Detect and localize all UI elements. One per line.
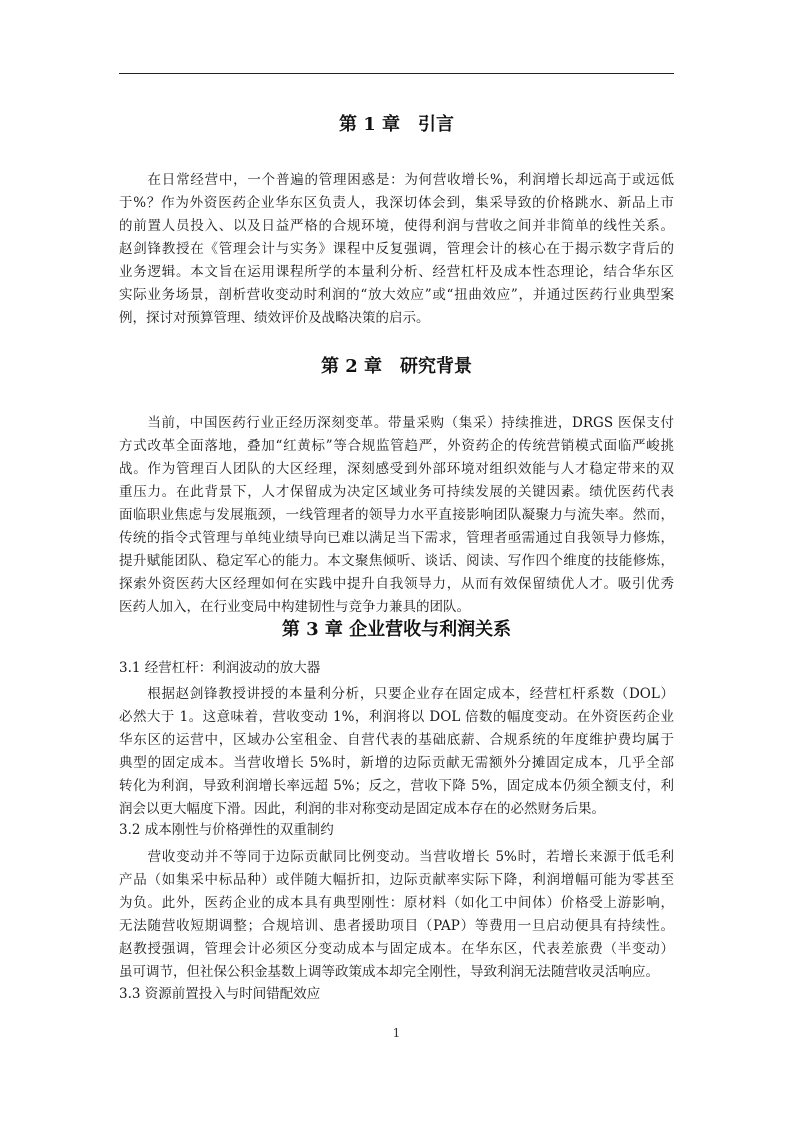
text-line: 例，探讨对预算管理、绩效评价及战略决策的启示。 bbox=[119, 310, 430, 326]
chapter-1-title: 第 1 章 引言 bbox=[338, 114, 455, 135]
text-line: 润会以更大幅度下滑。因此，利润的非对称变动是固定成本存在的必然财务后果。 bbox=[119, 801, 605, 817]
text-line: 在日常经营中，一个普遍的管理困惑是：为何营收增长%，利润增长却远高于或远低 bbox=[119, 172, 674, 188]
text-line: 根据赵剑锋教授讲授的本量利分析，只要企业存在固定成本，经营杠杆系数（DOL） bbox=[119, 686, 674, 702]
section-3-2-heading: 3.2 成本刚性与价格弹性的双重制约 bbox=[119, 822, 334, 838]
text-line: 的前置人员投入、以及日益严格的合规环境，使得利润与营收之间并非简单的线性关系。 bbox=[119, 218, 674, 234]
section-3-3-heading: 3.3 资源前置投入与时间错配效应 bbox=[119, 986, 321, 1002]
chapter-2-paragraph bbox=[119, 412, 674, 619]
text-line: 当前，中国医药行业正经历深刻变革。带量采购（集采）持续推进，DRGS 医保支付 bbox=[119, 415, 674, 431]
text-line: 提升赋能团队、稳定军心的能力。本文聚焦倾听、谈话、阅读、写作四个维度的技能修炼， bbox=[119, 553, 674, 569]
text-line: 实际业务场景，剖析营收变动时利润的“放大效应”或“扭曲效应”，并通过医药行业典型案 bbox=[119, 287, 674, 303]
text-line: 战。作为管理百人团队的大区经理，深刻感受到外部环境对组织效能与人才稳定带来的双 bbox=[119, 461, 674, 477]
text-line: 虽可调节，但社保公积金基数上调等政策成本却完全刚性，导致利润无法随营收灵活响应。 bbox=[119, 964, 659, 980]
text-line: 业务逻辑。本文旨在运用课程所学的本量利分析、经营杠杆及成本性态理论，结合华东区 bbox=[119, 264, 674, 280]
text-line: 赵剑锋教授在《管理会计与实务》课程中反复强调，管理会计的核心在于揭示数字背后的 bbox=[119, 241, 674, 257]
text-line: 赵教授强调，管理会计必须区分变动成本与固定成本。在华东区，代表差旅费（半变动） bbox=[119, 941, 674, 957]
text-line: 面临职业焦虑与发展瓶颈，一线管理者的领导力水平直接影响团队凝聚力与流失率。然而， bbox=[119, 507, 674, 523]
chapter-3-title: 第 3 章 企业营收与利润关系 bbox=[281, 619, 512, 640]
text-line: 探索外资医药大区经理如何在实践中提升自我领导力，从而有效保留绩优人才。吸引优秀 bbox=[119, 576, 674, 592]
page-number: 1 bbox=[392, 1026, 401, 1040]
text-line: 重压力。在此背景下，人才保留成为决定区域业务可持续发展的关键因素。绩优医药代表 bbox=[119, 484, 674, 500]
text-line: 传统的指令式管理与单纯业绩导向已难以满足当下需求，管理者亟需通过自我领导力修炼， bbox=[119, 530, 674, 546]
chapter-1-paragraph bbox=[119, 169, 674, 330]
text-line: 典型的固定成本。当营收增长 5%时，新增的边际贡献无需额外分摊固定成本，几乎全部 bbox=[119, 755, 674, 771]
text-line: 华东区的运营中，区域办公室租金、自营代表的基础底薪、合规系统的年度维护费均属于 bbox=[119, 732, 674, 748]
section-3-1-paragraph bbox=[119, 683, 674, 821]
text-line: 于%？作为外资医药企业华东区负责人，我深切体会到，集采导致的价格跳水、新品上市 bbox=[119, 195, 674, 211]
chapter-2-title: 第 2 章 研究背景 bbox=[320, 356, 473, 377]
text-line: 营收变动并不等同于边际贡献同比例变动。当营收增长 5%时，若增长来源于低毛利 bbox=[119, 849, 674, 865]
text-line: 转化为利润，导致利润增长率远超 5%；反之，营收下降 5%，固定成本仍须全额支付，利 bbox=[119, 778, 674, 794]
section-3-2-paragraph bbox=[119, 846, 674, 984]
section-3-1-heading: 3.1 经营杠杆：利润波动的放大器 bbox=[119, 660, 321, 676]
text-line: 必然大于 1。这意味着，营收变动 1%，利润将以 DOL 倍数的幅度变动。在外资医药企业 bbox=[119, 709, 674, 725]
text-line: 为负。此外，医药企业的成本具有典型刚性：原材料（如化工中间体）价格受上游影响， bbox=[119, 895, 674, 911]
text-line: 医药人加入，在行业变局中构建韧性与竞争力兼具的团队。 bbox=[119, 599, 470, 615]
text-line: 产品（如集采中标品种）或伴随大幅折扣，边际贡献率实际下降，利润增幅可能为零甚至 bbox=[119, 872, 674, 888]
text-line: 无法随营收短期调整；合规培训、患者援助项目（PAP）等费用一旦启动便具有持续性。 bbox=[119, 918, 674, 934]
text-line: 方式改革全面落地，叠加“红黄标”等合规监管趋严，外资药企的传统营销模式面临严峻挑 bbox=[119, 438, 674, 454]
header-rule bbox=[119, 73, 674, 74]
